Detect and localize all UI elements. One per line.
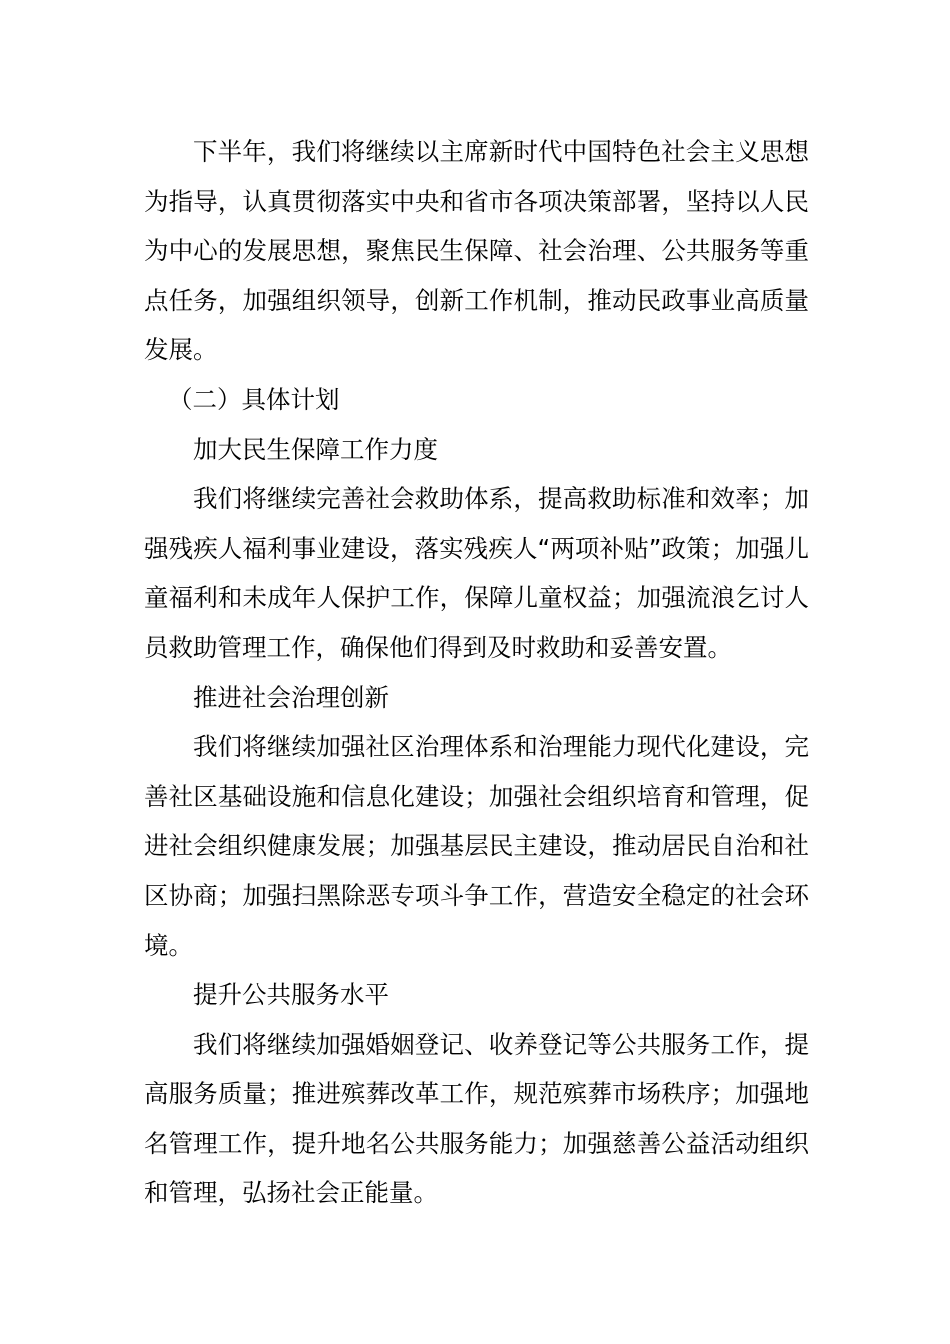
heading-public-services: 提升公共服务水平 [193,980,389,1010]
heading-social-governance: 推进社会治理创新 [193,682,389,712]
heading-livelihood-security: 加大民生保障工作力度 [193,434,438,464]
paragraph-social-governance: 我们将继续加强社区治理体系和治理能力现代化建设，完善社区基础设施和信息化建设；加强社会组织培育和管理，促进社会组织健康发展；加强基层民主建设，推动居民自治和社区协商；加强扫黑除恶专项斗争工作，营造安全稳定的社会环境。 [144,732,809,960]
paragraph-public-services: 我们将继续加强婚姻登记、收养登记等公共服务工作，提高服务质量；推进殡葬改革工作，规范殡葬市场秩序；加强地名管理工作，提升地名公共服务能力；加强慈善公益活动组织和管理，弘扬社会正能量。 [144,1029,809,1208]
document-body [144,127,809,1218]
paragraph-intro: 下半年，我们将继续以主席新时代中国特色社会主义思想为指导，认真贯彻落实中央和省市各项决策部署，坚持以人民为中心的发展思想，聚焦民生保障、社会治理、公共服务等重点任务，加强组织领导，创新工作机制，推动民政事业高质量发展。 [144,137,809,365]
paragraph-livelihood-security: 我们将继续完善社会救助体系，提高救助标准和效率；加强残疾人福利事业建设，落实残疾人“两项补贴”政策；加强儿童福利和未成年人保护工作，保障儿童权益；加强流浪乞讨人员救助管理工作，确保他们得到及时救助和妥善安置。 [144,484,809,662]
section-heading-specific-plans: （二）具体计划 [168,384,340,414]
